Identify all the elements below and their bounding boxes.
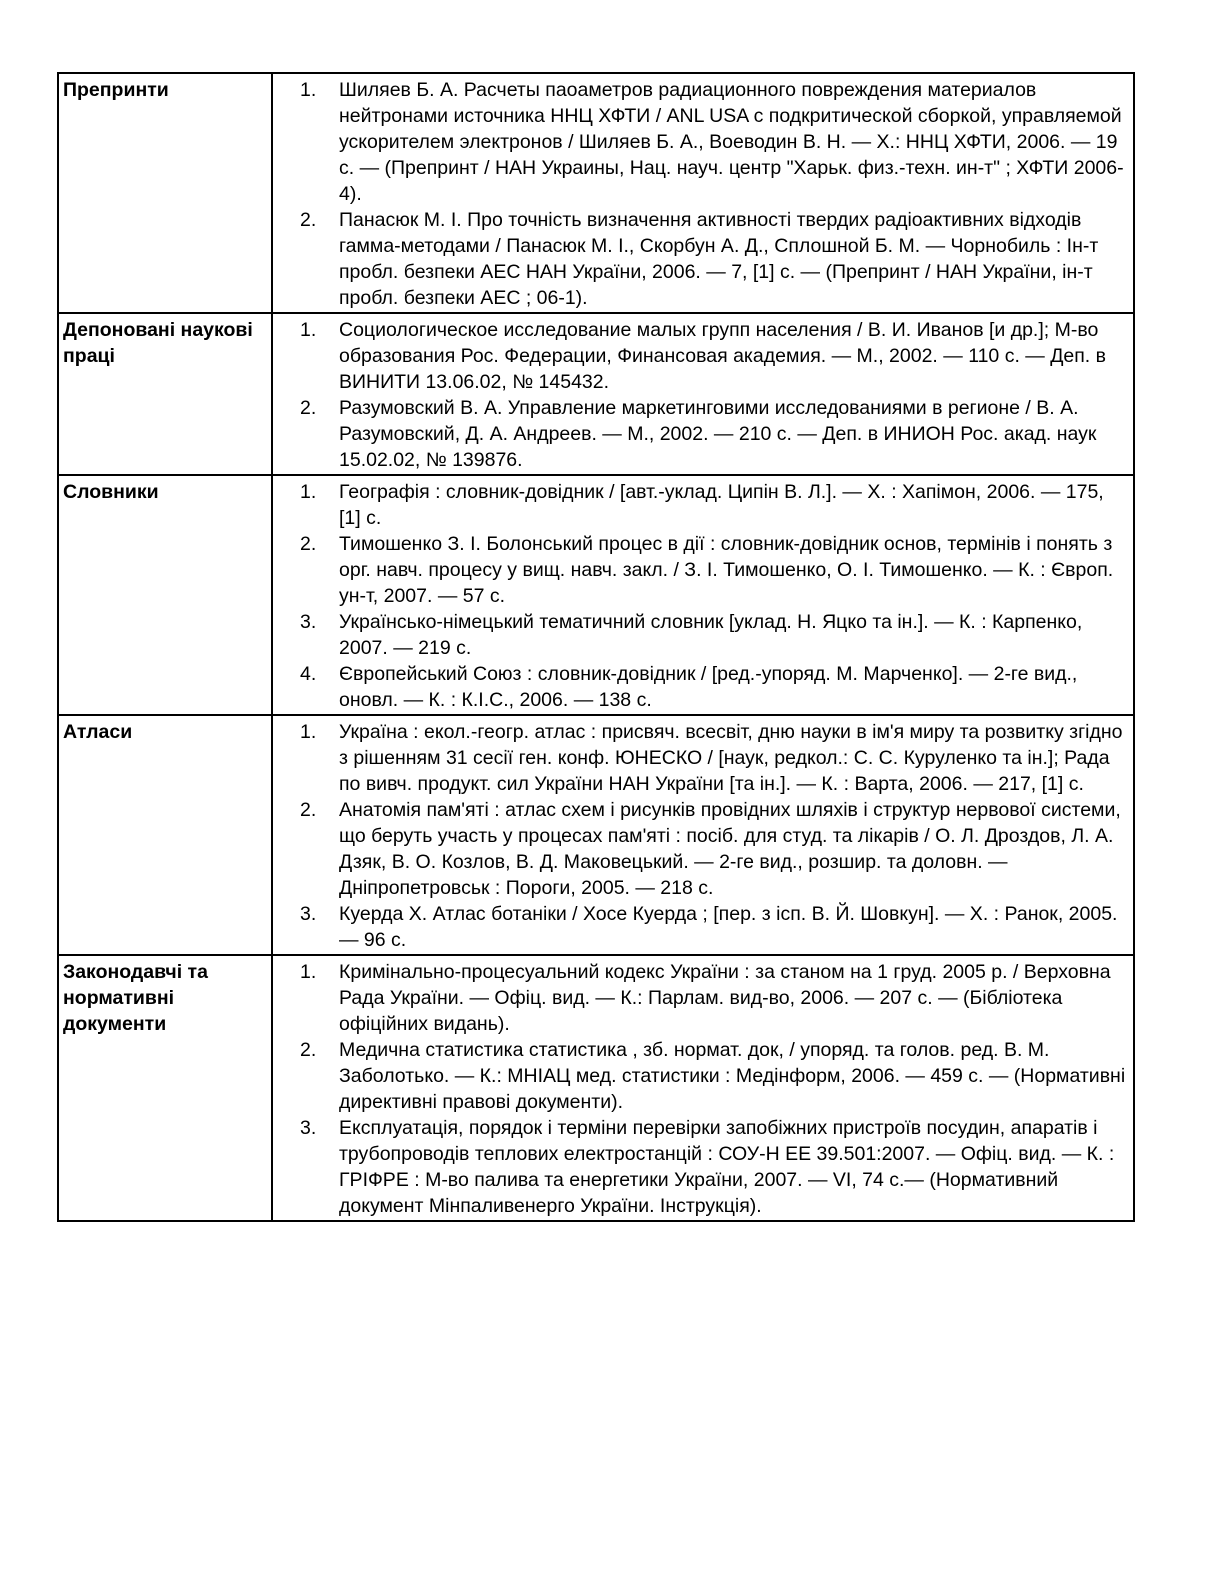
table-row — [58, 715, 1134, 955]
entry-number: 1. — [300, 79, 317, 101]
list-item — [273, 77, 1129, 207]
entry-number: 1. — [300, 319, 317, 341]
entry-text: Куерда Х. Атлас ботаніки / Хосе Куерда ; [пер. з ісп. В. Й. Шовкун]. — Х. : Ранок, 2005. — 96 с. — [339, 903, 1118, 951]
list-item — [273, 317, 1129, 395]
entry-list — [273, 77, 1129, 311]
category-label: Препринти — [63, 79, 169, 101]
entry-number: 4. — [300, 663, 317, 685]
entry-text: Кримінально-процесуальний кодекс України : за станом на 1 груд. 2005 р. / Верховна Рада України. — Офіц. вид. — К.: Парлам. вид-во, 2006. — 207 с. — (Бібліотека офіційних видань). — [339, 961, 1111, 1035]
category-label: Законодавчі та нормативні документи — [63, 961, 208, 1035]
category-label: Депоновані наукові праці — [63, 319, 253, 367]
entry-text: Анатомія пам'яті : атлас схем і рисунків провідних шляхів і структур нервової системи, що беруть участь у процесах пам'яті : посіб. для студ. та лікарів / О. Л. Дроздов, Л. А. Дзяк, В. О. Козлов, В. Д. Маковецький. — 2-ге вид., розшир. та доловн. — Дніпропетровськ : Пороги, 2005. — 218 с. — [339, 799, 1121, 899]
list-item — [273, 395, 1129, 473]
entry-number: 2. — [300, 1039, 317, 1061]
entry-number: 1. — [300, 961, 317, 983]
entry-number: 1. — [300, 721, 317, 743]
entry-text: Медична статистика статистика , зб. нормат. док, / упоряд. та голов. ред. В. М. Заболотько. — К.: МНІАЦ мед. статистики : Медінформ, 2006. — 459 с. — (Нормативні директивні правові документи). — [339, 1039, 1126, 1113]
entries-cell — [272, 313, 1134, 475]
entry-number: 3. — [300, 903, 317, 925]
table-row — [58, 955, 1134, 1221]
entries-cell — [272, 73, 1134, 313]
entry-text: Разумовский В. А. Управление маркетинговими исследованиями в регионе / В. А. Разумовский, Д. А. Андреев. — М., 2002. — 210 с. — Деп. в ИНИОН Рос. акад. наук 15.02.02, № 139876. — [339, 397, 1097, 471]
entry-text: Експлуатація, порядок і терміни перевірки запобіжних пристроїв посудин, апаратів і трубопроводів теплових електростанцій : СОУ-Н ЕЕ 39.501:2007. — Офіц. вид. — К. : ГРІФРЕ : М-во палива та енергетики України, 2007. — VI, 74 с.— (Нормативний документ Мінпаливенерго України. Інструкція). — [339, 1117, 1115, 1217]
entry-number: 2. — [300, 397, 317, 419]
category-cell — [58, 955, 272, 1221]
list-item — [273, 797, 1129, 901]
entry-list — [273, 317, 1129, 473]
list-item — [273, 609, 1129, 661]
category-label: Словники — [63, 481, 159, 503]
entries-cell — [272, 955, 1134, 1221]
list-item — [273, 1037, 1129, 1115]
category-cell — [58, 313, 272, 475]
entry-list — [273, 719, 1129, 953]
entry-list — [273, 959, 1129, 1219]
entry-text: Панасюк М. І. Про точність визначення активності твердих радіоактивних відходів гамма-методами / Панасюк М. І., Скорбун А. Д., Сплошной Б. М. — Чорнобиль : Ін-т пробл. безпеки АЕС НАН України, 2006. — 7, [1] с. — (Препринт / НАН України, ін-т пробл. безпеки АЕС ; 06-1). — [339, 209, 1099, 309]
entry-number: 3. — [300, 1117, 317, 1139]
category-label: Атласи — [63, 721, 133, 743]
entries-cell — [272, 715, 1134, 955]
table-row — [58, 313, 1134, 475]
list-item — [273, 479, 1129, 531]
entry-number: 2. — [300, 799, 317, 821]
list-item — [273, 719, 1129, 797]
entry-list — [273, 479, 1129, 713]
entry-text: Географія : словник-довідник / [авт.-уклад. Ципін В. Л.]. — Х. : Хапімон, 2006. — 175, [1] с. — [339, 481, 1104, 529]
list-item — [273, 207, 1129, 311]
list-item — [273, 959, 1129, 1037]
entry-number: 3. — [300, 611, 317, 633]
entry-text: Європейський Союз : словник-довідник / [ред.-упоряд. М. Марченко]. — 2-ге вид., оновл. — К. : К.І.С., 2006. — 138 с. — [339, 663, 1078, 711]
entries-cell — [272, 475, 1134, 715]
entry-text: Шиляев Б. А. Расчеты паоаметров радиационного повреждения материалов нейтронами источника ННЦ ХФТИ / ANL USA с подкритической сборкой, управляемой ускорителем электронов / Шиляев Б. А., Воеводин В. Н. — Х.: ННЦ ХФТИ, 2006. — 19 с. — (Препринт / НАН Украины, Нац. науч. центр "Харьк. физ.-техн. ин-т" ; ХФТИ 2006-4). — [339, 79, 1124, 205]
entry-number: 2. — [300, 533, 317, 555]
list-item — [273, 1115, 1129, 1219]
category-cell — [58, 475, 272, 715]
entry-text: Українсько-німецький тематичний словник [уклад. Н. Яцко та ін.]. — К. : Карпенко, 2007. — 219 с. — [339, 611, 1083, 659]
entry-text: Тимошенко З. І. Болонський процес в дії : словник-довідник основ, термінів і понять з орг. навч. процесу у вищ. навч. закл. / З. І. Тимошенко, О. І. Тимошенко. — К. : Європ. ун-т, 2007. — 57 с. — [339, 533, 1114, 607]
table-row — [58, 475, 1134, 715]
table-row — [58, 73, 1134, 313]
list-item — [273, 531, 1129, 609]
bibliography-table — [57, 72, 1135, 1222]
list-item — [273, 901, 1129, 953]
entry-number: 2. — [300, 209, 317, 231]
list-item — [273, 661, 1129, 713]
category-cell — [58, 73, 272, 313]
document-page — [57, 72, 1135, 1222]
entry-text: Социологическое исследование малых групп населения / В. И. Иванов [и др.]; М-во образования Рос. Федерации, Финансовая академия. — М., 2002. — 110 с. — Деп. в ВИНИТИ 13.06.02, № 145432. — [339, 319, 1107, 393]
entry-text: Україна : екол.-геогр. атлас : присвяч. всесвіт, дню науки в ім'я миру та розвитку згідно з рішенням 31 сесії ген. конф. ЮНЕСКО / [наук, редкол.: С. С. Куруленко та ін.]; Рада по вивч. продукт. сил України НАН України [та ін.]. — К. : Варта, 2006. — 217, [1] с. — [339, 721, 1123, 795]
category-cell — [58, 715, 272, 955]
entry-number: 1. — [300, 481, 317, 503]
